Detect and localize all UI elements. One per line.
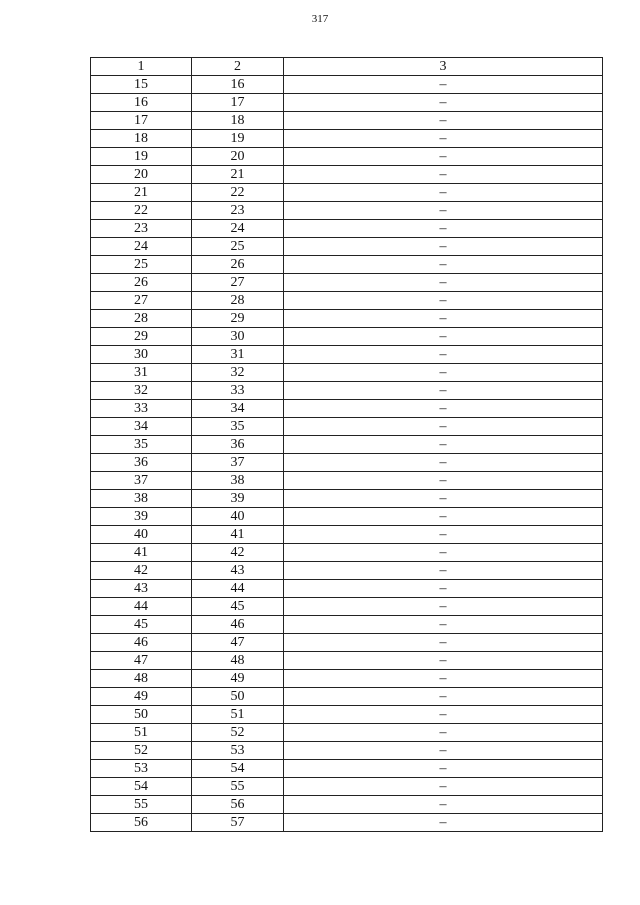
table-header-row [91, 58, 603, 76]
table-cell-col-3: – [284, 112, 603, 130]
table-cell-col-2: 17 [192, 94, 284, 112]
table-cell-col-2: 49 [192, 670, 284, 688]
table-cell-col-1: 45 [91, 616, 192, 634]
table-cell-col-3: – [284, 166, 603, 184]
data-table [90, 57, 603, 832]
table-cell-col-3: – [284, 508, 603, 526]
table-cell-col-2: 43 [192, 562, 284, 580]
table-cell-col-2: 36 [192, 436, 284, 454]
table-row [91, 310, 603, 328]
table-row [91, 112, 603, 130]
table-cell-col-1: 29 [91, 328, 192, 346]
table-cell-col-3: – [284, 778, 603, 796]
table-cell-col-2: 44 [192, 580, 284, 598]
table-cell-col-2: 46 [192, 616, 284, 634]
table-row [91, 526, 603, 544]
table-cell-col-2: 28 [192, 292, 284, 310]
table-cell-col-2: 31 [192, 346, 284, 364]
table-cell-col-1: 55 [91, 796, 192, 814]
table-cell-col-1: 16 [91, 94, 192, 112]
table-row [91, 472, 603, 490]
table-row [91, 652, 603, 670]
table-row [91, 670, 603, 688]
table-cell-col-2: 53 [192, 742, 284, 760]
table-row [91, 346, 603, 364]
table-cell-col-1: 22 [91, 202, 192, 220]
table-cell-col-1: 52 [91, 742, 192, 760]
table-cell-col-2: 24 [192, 220, 284, 238]
table-cell-col-3: – [284, 220, 603, 238]
table-cell-col-1: 31 [91, 364, 192, 382]
table-row [91, 148, 603, 166]
table-cell-col-3: – [284, 616, 603, 634]
table-cell-col-2: 57 [192, 814, 284, 832]
table-cell-col-3: – [284, 382, 603, 400]
table-cell-col-3: – [284, 418, 603, 436]
table-cell-col-2: 47 [192, 634, 284, 652]
table-cell-col-3: – [284, 490, 603, 508]
table-row [91, 166, 603, 184]
table-row [91, 364, 603, 382]
table-cell-col-2: 23 [192, 202, 284, 220]
table-cell-col-2: 42 [192, 544, 284, 562]
table-row [91, 400, 603, 418]
table-cell-col-2: 45 [192, 598, 284, 616]
table-cell-col-2: 48 [192, 652, 284, 670]
table-cell-col-1: 40 [91, 526, 192, 544]
table-cell-col-2: 27 [192, 274, 284, 292]
table-row [91, 706, 603, 724]
table-cell-col-1: 39 [91, 508, 192, 526]
table-row [91, 544, 603, 562]
table-cell-col-3: – [284, 274, 603, 292]
table-cell-col-1: 51 [91, 724, 192, 742]
table-cell-col-2: 38 [192, 472, 284, 490]
column-header-3: 3 [284, 58, 603, 76]
table-cell-col-1: 24 [91, 238, 192, 256]
table-row [91, 256, 603, 274]
table-cell-col-1: 17 [91, 112, 192, 130]
table-row [91, 490, 603, 508]
table-cell-col-2: 20 [192, 148, 284, 166]
table-cell-col-2: 56 [192, 796, 284, 814]
table-cell-col-1: 50 [91, 706, 192, 724]
table-cell-col-3: – [284, 562, 603, 580]
table-cell-col-3: – [284, 400, 603, 418]
table-cell-col-2: 18 [192, 112, 284, 130]
table-cell-col-1: 33 [91, 400, 192, 418]
table-cell-col-1: 28 [91, 310, 192, 328]
table-cell-col-1: 35 [91, 436, 192, 454]
table-cell-col-2: 54 [192, 760, 284, 778]
table-row [91, 688, 603, 706]
table-cell-col-3: – [284, 148, 603, 166]
column-header-2: 2 [192, 58, 284, 76]
table-cell-col-1: 37 [91, 472, 192, 490]
table-cell-col-3: – [284, 544, 603, 562]
table-cell-col-3: – [284, 688, 603, 706]
table-row [91, 220, 603, 238]
table-cell-col-1: 38 [91, 490, 192, 508]
table-row [91, 562, 603, 580]
table-cell-col-2: 22 [192, 184, 284, 202]
table-cell-col-3: – [284, 310, 603, 328]
table-cell-col-2: 40 [192, 508, 284, 526]
table-cell-col-3: – [284, 724, 603, 742]
table-cell-col-1: 26 [91, 274, 192, 292]
table-cell-col-3: – [284, 346, 603, 364]
table-cell-col-2: 35 [192, 418, 284, 436]
table-cell-col-1: 49 [91, 688, 192, 706]
table-cell-col-2: 21 [192, 166, 284, 184]
table-row [91, 724, 603, 742]
table-cell-col-3: – [284, 760, 603, 778]
table-cell-col-1: 56 [91, 814, 192, 832]
table-cell-col-3: – [284, 652, 603, 670]
table-row [91, 634, 603, 652]
table-cell-col-3: – [284, 202, 603, 220]
table-cell-col-2: 26 [192, 256, 284, 274]
table-cell-col-1: 42 [91, 562, 192, 580]
table-cell-col-1: 54 [91, 778, 192, 796]
table-cell-col-1: 43 [91, 580, 192, 598]
column-header-1: 1 [91, 58, 192, 76]
table-row [91, 184, 603, 202]
table-row [91, 130, 603, 148]
table-cell-col-3: – [284, 706, 603, 724]
table-cell-col-3: – [284, 742, 603, 760]
table-row [91, 292, 603, 310]
table-cell-col-1: 53 [91, 760, 192, 778]
table-row [91, 76, 603, 94]
table-row [91, 436, 603, 454]
table-row [91, 94, 603, 112]
table-cell-col-3: – [284, 94, 603, 112]
table-row [91, 796, 603, 814]
table-row [91, 616, 603, 634]
table-cell-col-2: 51 [192, 706, 284, 724]
table-cell-col-2: 50 [192, 688, 284, 706]
table-row [91, 814, 603, 832]
table-cell-col-2: 52 [192, 724, 284, 742]
table-cell-col-1: 48 [91, 670, 192, 688]
table-cell-col-1: 21 [91, 184, 192, 202]
table-cell-col-3: – [284, 634, 603, 652]
table-cell-col-1: 41 [91, 544, 192, 562]
table-cell-col-3: – [284, 76, 603, 94]
table-cell-col-2: 39 [192, 490, 284, 508]
table-cell-col-3: – [284, 436, 603, 454]
table-row [91, 274, 603, 292]
table-row [91, 742, 603, 760]
table-cell-col-3: – [284, 580, 603, 598]
table-row [91, 202, 603, 220]
table-cell-col-1: 30 [91, 346, 192, 364]
table-cell-col-3: – [284, 472, 603, 490]
table-cell-col-2: 41 [192, 526, 284, 544]
table-cell-col-3: – [284, 670, 603, 688]
table-cell-col-1: 20 [91, 166, 192, 184]
table-row [91, 760, 603, 778]
table-cell-col-3: – [284, 796, 603, 814]
table-row [91, 328, 603, 346]
table-row [91, 598, 603, 616]
table-cell-col-2: 34 [192, 400, 284, 418]
table-cell-col-2: 19 [192, 130, 284, 148]
table-cell-col-3: – [284, 454, 603, 472]
table-body [91, 58, 603, 832]
table-cell-col-1: 36 [91, 454, 192, 472]
table-cell-col-1: 44 [91, 598, 192, 616]
table-cell-col-1: 46 [91, 634, 192, 652]
table-cell-col-1: 27 [91, 292, 192, 310]
table-cell-col-3: – [284, 814, 603, 832]
table-cell-col-2: 55 [192, 778, 284, 796]
table-cell-col-2: 16 [192, 76, 284, 94]
table-cell-col-1: 23 [91, 220, 192, 238]
table-cell-col-1: 15 [91, 76, 192, 94]
table-cell-col-1: 34 [91, 418, 192, 436]
table-row [91, 382, 603, 400]
table-cell-col-2: 25 [192, 238, 284, 256]
table-cell-col-1: 19 [91, 148, 192, 166]
table-cell-col-2: 33 [192, 382, 284, 400]
table-row [91, 508, 603, 526]
table-cell-col-3: – [284, 292, 603, 310]
table-cell-col-3: – [284, 526, 603, 544]
table-cell-col-1: 47 [91, 652, 192, 670]
table-row [91, 238, 603, 256]
table-cell-col-1: 25 [91, 256, 192, 274]
table-cell-col-2: 29 [192, 310, 284, 328]
table-cell-col-3: – [284, 256, 603, 274]
table-cell-col-3: – [284, 598, 603, 616]
table-cell-col-3: – [284, 238, 603, 256]
table-row [91, 580, 603, 598]
table-cell-col-1: 32 [91, 382, 192, 400]
page-number: 317 [311, 13, 329, 25]
table-cell-col-3: – [284, 184, 603, 202]
table-row [91, 418, 603, 436]
table-cell-col-2: 37 [192, 454, 284, 472]
table-cell-col-3: – [284, 130, 603, 148]
table-cell-col-3: – [284, 364, 603, 382]
table-cell-col-2: 30 [192, 328, 284, 346]
table-row [91, 454, 603, 472]
table-row [91, 778, 603, 796]
table-cell-col-2: 32 [192, 364, 284, 382]
table-cell-col-3: – [284, 328, 603, 346]
table-cell-col-1: 18 [91, 130, 192, 148]
